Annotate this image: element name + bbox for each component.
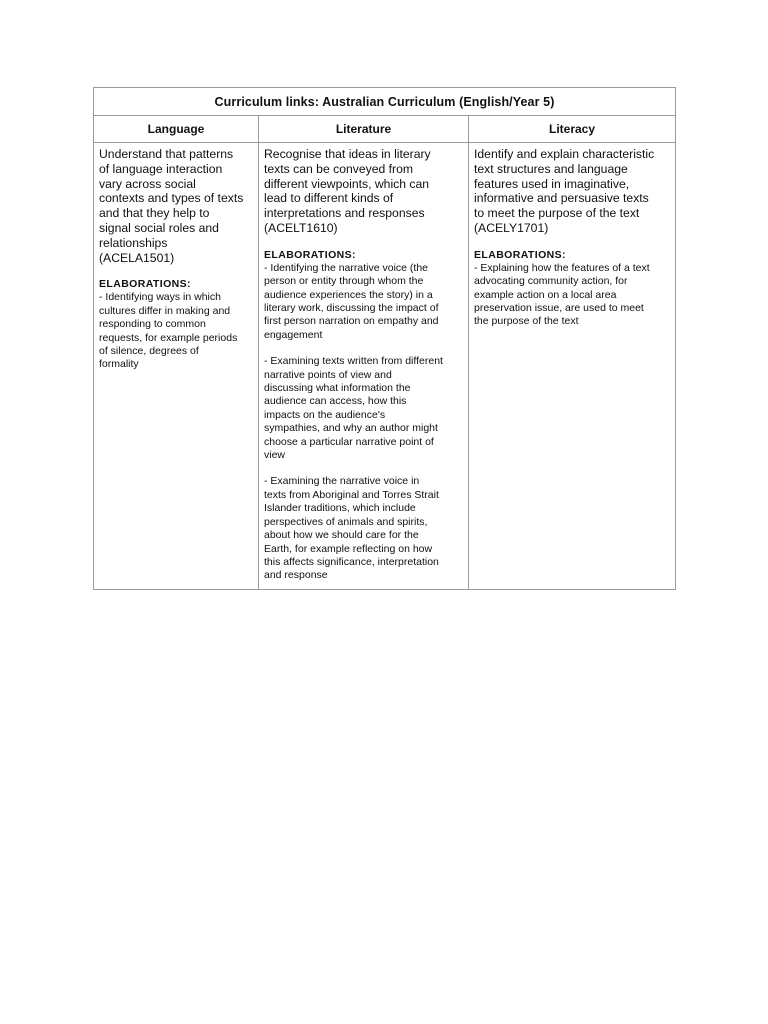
literature-elaborations-label: ELABORATIONS: xyxy=(264,248,356,261)
literacy-elaborations-label: ELABORATIONS: xyxy=(474,248,566,261)
language-cell xyxy=(94,143,259,590)
column-header-language: Language xyxy=(94,116,259,143)
literature-cell xyxy=(259,143,469,590)
table-title: Curriculum links: Australian Curriculum (English/Year 5) xyxy=(94,88,676,116)
title-row xyxy=(94,88,676,116)
content-row xyxy=(94,143,676,590)
header-row xyxy=(94,116,676,143)
language-description: Understand that patterns of language interaction vary across social contexts and types of texts and that they help to signal social roles and relationships (ACELA1501) xyxy=(99,147,244,265)
curriculum-links-table xyxy=(93,87,676,590)
column-header-literacy: Literacy xyxy=(469,116,676,143)
column-header-literature: Literature xyxy=(259,116,469,143)
literature-elaboration-item: - Identifying the narrative voice (the person or entity through whom the audience experiences the story) in a literary work, discussing the impact of first person narration on empathy and engagement xyxy=(264,261,439,341)
literacy-elaboration-item: - Explaining how the features of a text advocating community action, for example action on a local area preservation issue, are used to meet the purpose of the text xyxy=(474,261,650,328)
language-elaborations-label: ELABORATIONS: xyxy=(99,278,191,291)
literature-elaboration-item: - Examining the narrative voice in texts from Aboriginal and Torres Strait Islander traditions, which include perspectives of animals and spirits, about how we should care for the Earth, for example reflecting on how this affects significance, interpretation and response xyxy=(264,475,439,582)
literacy-cell xyxy=(469,143,676,590)
literacy-description: Identify and explain characteristic text structures and language features used in imaginative, informative and persuasive texts to meet the purpose of the text (ACELY1701) xyxy=(474,147,655,235)
language-elaboration-item: - Identifying ways in which cultures differ in making and responding to common requests, for example periods of silence, degrees of formality xyxy=(99,291,238,371)
literature-description: Recognise that ideas in literary texts can be conveyed from different viewpoints, which can lead to different kinds of interpretations and responses (ACELT1610) xyxy=(264,147,431,235)
literature-elaboration-item: - Examining texts written from different narrative points of view and discussing what information the audience can access, how this impacts on the audience's sympathies, and why an author might choose a particular narrative point of view xyxy=(264,355,443,462)
